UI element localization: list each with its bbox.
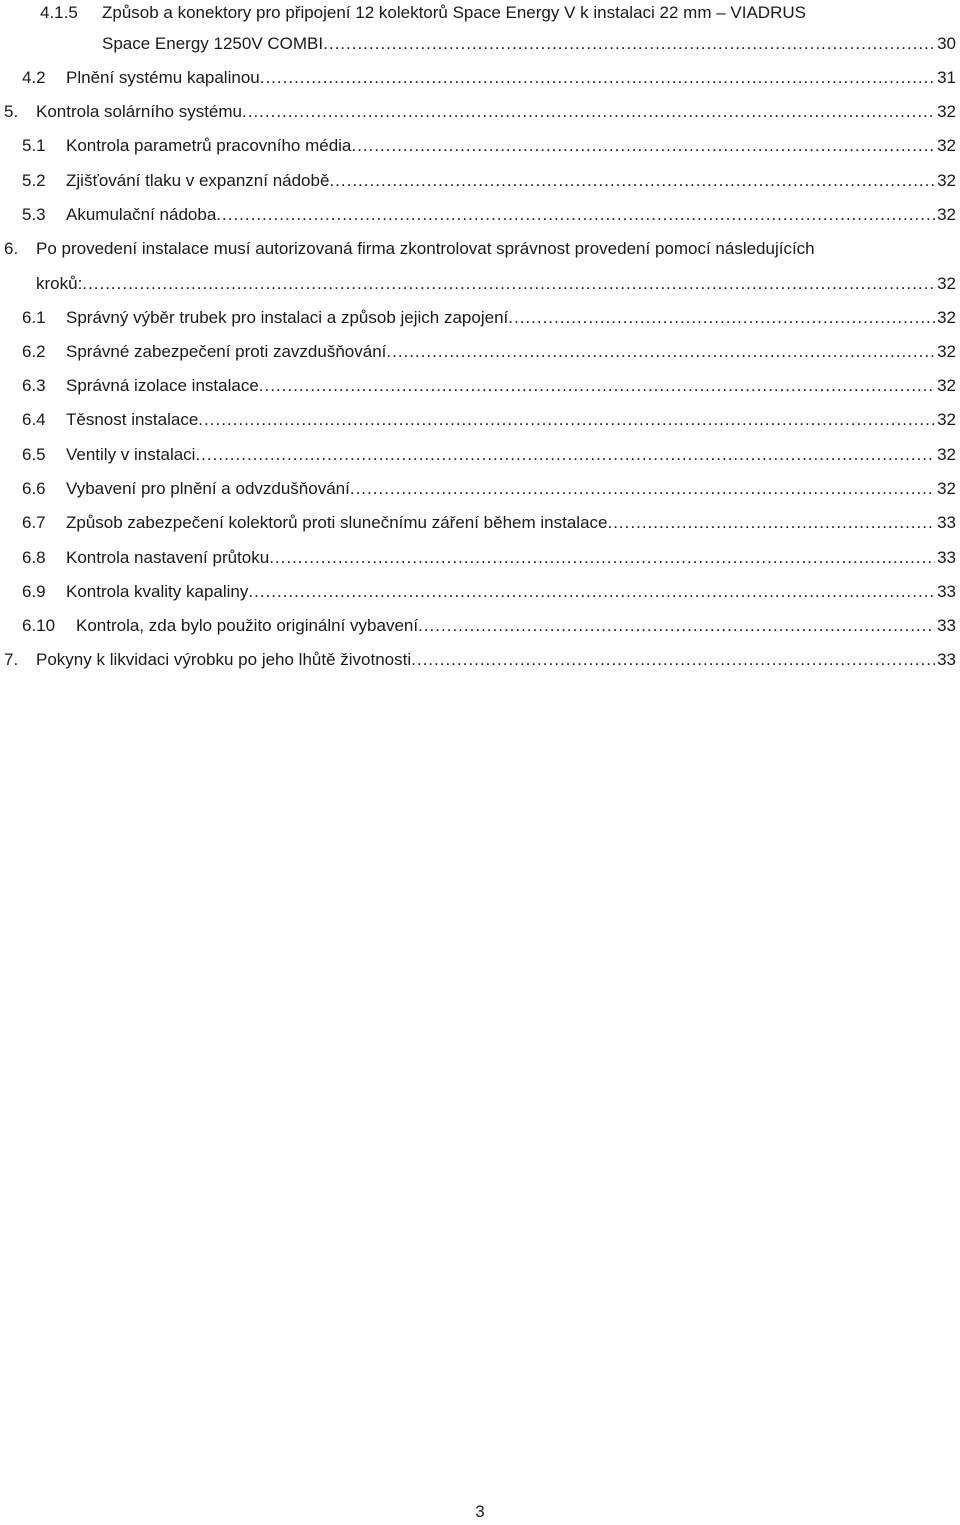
toc-entry-title: Akumulační nádoba <box>66 205 217 224</box>
toc-entry-number: 5.3 <box>22 205 46 224</box>
toc-entry-page: 32 <box>937 274 956 293</box>
toc-dot-leader <box>508 305 935 331</box>
toc-entry-5-2[interactable] <box>22 168 956 194</box>
toc-entry-page: 33 <box>937 548 956 567</box>
toc-entry-number: 6.7 <box>22 513 46 532</box>
toc-entry-7[interactable] <box>4 647 956 673</box>
toc-dot-leader <box>259 373 935 399</box>
toc-entry-title: Kontrola, zda bylo použito originální vybavení <box>76 616 419 635</box>
toc-entry-number: 6. <box>4 239 19 258</box>
toc-entry-6-10[interactable] <box>22 613 956 639</box>
toc-entry-number: 6.1 <box>22 308 46 327</box>
toc-entry-6-4[interactable] <box>22 407 956 433</box>
toc-entry-number: 4.2 <box>22 68 46 87</box>
toc-dot-leader <box>386 339 935 365</box>
toc-entry-6-9[interactable] <box>22 579 956 605</box>
toc-entry-title: Ventily v instalaci <box>66 445 196 464</box>
toc-entry-number: 6.2 <box>22 342 46 361</box>
toc-entry-title: Pokyny k likvidaci výrobku po jeho lhůtě životnosti <box>36 650 412 669</box>
toc-entry-number: 6.6 <box>22 479 46 498</box>
toc-entry-number: 6.5 <box>22 445 46 464</box>
toc-entry-title-continued: kroků: <box>36 274 83 293</box>
toc-entry-page: 32 <box>937 445 956 464</box>
toc-entry-title: Po provedení instalace musí autorizovaná firma zkontrolovat správnost provedení pomocí následujících <box>36 239 815 258</box>
toc-entry-6-2[interactable] <box>22 339 956 365</box>
toc-dot-leader <box>418 613 935 639</box>
toc-dot-leader <box>195 442 935 468</box>
toc-entry-4-1-5[interactable] <box>40 0 956 26</box>
toc-entry-title: Způsob a konektory pro připojení 12 kolektorů Space Energy V k instalaci 22 mm – VIADRUS <box>102 3 806 22</box>
toc-dot-leader <box>269 545 935 571</box>
toc-entry-6-continued[interactable] <box>36 271 956 297</box>
toc-dot-leader <box>607 510 935 536</box>
toc-entry-page: 31 <box>937 68 956 87</box>
toc-dot-leader <box>248 579 935 605</box>
toc-entry-6-6[interactable] <box>22 476 956 502</box>
toc-dot-leader <box>329 168 935 194</box>
toc-entry-number: 6.4 <box>22 410 46 429</box>
toc-dot-leader <box>216 202 935 228</box>
toc-dot-leader <box>82 271 935 297</box>
toc-entry-number: 5.2 <box>22 171 46 190</box>
toc-entry-page: 32 <box>937 342 956 361</box>
toc-entry-title: Správné zabezpečení proti zavzdušňování <box>66 342 387 361</box>
toc-entry-4-2[interactable] <box>22 65 956 91</box>
toc-entry-page: 32 <box>937 410 956 429</box>
toc-dot-leader <box>350 476 935 502</box>
toc-entry-page: 32 <box>937 479 956 498</box>
toc-entry-page: 33 <box>937 513 956 532</box>
toc-entry-page: 32 <box>937 205 956 224</box>
page-number: 3 <box>475 1502 485 1521</box>
toc-entry-page: 32 <box>937 136 956 155</box>
toc-dot-leader <box>242 99 935 125</box>
toc-entry-page: 33 <box>937 582 956 601</box>
toc-entry-number: 4.1.5 <box>40 3 78 22</box>
toc-entry-title: Kontrola kvality kapaliny <box>66 582 249 601</box>
toc-entry-title: Správná izolace instalace <box>66 376 259 395</box>
toc-entry-page: 32 <box>937 308 956 327</box>
toc-entry-title: Plnění systému kapalinou <box>66 68 260 87</box>
toc-entry-number: 7. <box>4 650 19 669</box>
toc-dot-leader <box>323 31 935 57</box>
toc-entry-title: Vybavení pro plnění a odvzdušňování <box>66 479 350 498</box>
toc-entry-number: 6.10 <box>22 616 56 635</box>
toc-entry-number: 6.8 <box>22 548 46 567</box>
toc-entry-page: 33 <box>937 616 956 635</box>
toc-entry-6-8[interactable] <box>22 545 956 571</box>
toc-entry-5[interactable] <box>4 99 956 125</box>
toc-entry-title: Kontrola parametrů pracovního média <box>66 136 352 155</box>
toc-entry-6-7[interactable] <box>22 510 956 536</box>
toc-entry-title-continued: Space Energy 1250V COMBI <box>102 34 324 53</box>
toc-dot-leader <box>351 133 935 159</box>
toc-dot-leader <box>260 65 935 91</box>
toc-entry-6-3[interactable] <box>22 373 956 399</box>
toc-entry-title: Kontrola nastavení průtoku <box>66 548 270 567</box>
toc-entry-title: Kontrola solárního systému <box>36 102 242 121</box>
toc-entry-6[interactable] <box>4 236 956 262</box>
toc-entry-page: 32 <box>937 102 956 121</box>
toc-entry-number: 5. <box>4 102 19 121</box>
toc-entry-5-3[interactable] <box>22 202 956 228</box>
toc-entry-title: Způsob zabezpečení kolektorů proti slunečnímu záření během instalace <box>66 513 608 532</box>
toc-entry-6-5[interactable] <box>22 442 956 468</box>
toc-entry-page: 33 <box>937 650 956 669</box>
toc-dot-leader <box>411 647 935 673</box>
toc-entry-page: 32 <box>937 376 956 395</box>
toc-entry-number: 6.3 <box>22 376 46 395</box>
toc-entry-page: 30 <box>937 34 956 53</box>
toc-entry-number: 5.1 <box>22 136 46 155</box>
toc-entry-title: Zjišťování tlaku v expanzní nádobě <box>66 171 330 190</box>
toc-entry-title: Těsnost instalace <box>66 410 199 429</box>
toc-entry-5-1[interactable] <box>22 133 956 159</box>
toc-entry-page: 32 <box>937 171 956 190</box>
toc-dot-leader <box>198 407 935 433</box>
toc-entry-4-1-5-continued[interactable] <box>102 31 956 57</box>
toc-entry-6-1[interactable] <box>22 305 956 331</box>
toc-entry-title: Správný výběr trubek pro instalaci a způsob jejich zapojení <box>66 308 509 327</box>
toc-entry-number: 6.9 <box>22 582 46 601</box>
